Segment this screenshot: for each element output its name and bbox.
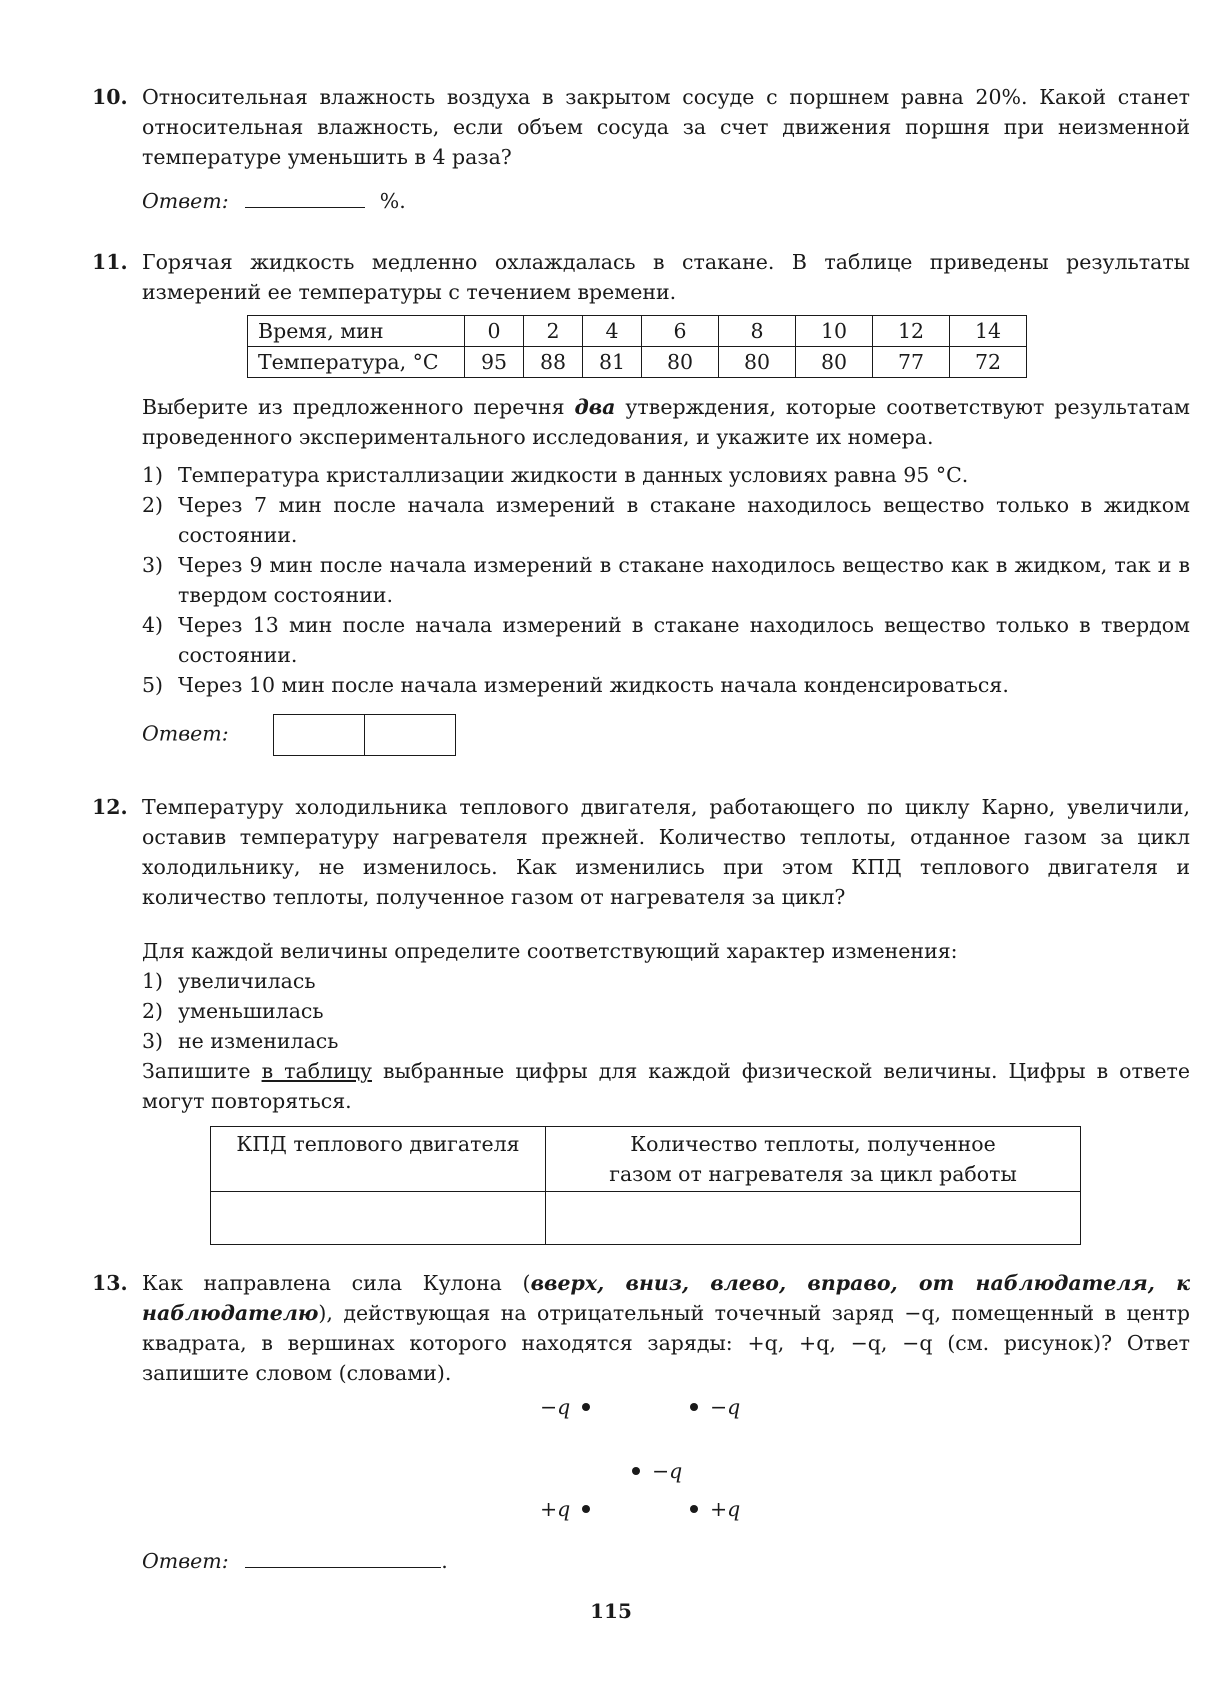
option-number: 4) [142, 613, 164, 637]
task-text: Температуру холодильника теплового двигателя, работающего по циклу Карно, увеличили, оставив температуру нагревателя прежней. Количество теплоты, отданное газом за цикл холодильнику, не изменилось. Как изменились при этом КПД теплового двигателя и количество теплоты, полученное газом от нагревателя за цикл? [142, 795, 1190, 909]
answer-row [142, 186, 1190, 216]
table-cell: 80 [719, 347, 796, 378]
answer-unit: %. [379, 189, 406, 213]
charge-bottom-right [690, 1494, 740, 1524]
page-number: 115 [590, 1599, 632, 1623]
task-number: 13. [92, 1271, 128, 1295]
answer-row [142, 714, 1190, 756]
task-12 [92, 792, 1190, 1245]
table-row [248, 347, 1027, 378]
task-text [142, 1268, 1190, 1388]
charge-label: +q [540, 1497, 571, 1521]
table-cell: 8 [719, 316, 796, 347]
list-item [142, 460, 1190, 490]
task-11 [92, 247, 1190, 756]
answer-label: Ответ: [142, 721, 229, 746]
list-item [142, 610, 1190, 670]
column-header-line: газом от нагревателя за цикл работы [609, 1162, 1017, 1186]
option-text: Через 9 мин после начала измерений в стакане находилось вещество как в жидком, так и в твердом состоянии. [178, 553, 1190, 607]
table-cell: 2 [524, 316, 583, 347]
option-text: Через 10 мин после начала измерений жидкость начала конденсироваться. [178, 673, 1009, 697]
option-text: Через 13 мин после начала измерений в стакане находилось вещество только в твердом состоянии. [178, 613, 1190, 667]
table-cell: 6 [642, 316, 719, 347]
task-10 [92, 82, 1190, 216]
table-cell: 0 [465, 316, 524, 347]
charge-label: +q [710, 1497, 741, 1521]
list-item [142, 1026, 1190, 1056]
row-label: Температура, °С [248, 347, 465, 378]
charge-dot [582, 1403, 590, 1411]
option-number: 5) [142, 673, 164, 697]
column-header [546, 1127, 1081, 1192]
table-cell: 80 [796, 347, 873, 378]
option-text: Температура кристаллизации жидкости в данных условиях равна 95 °С. [178, 463, 969, 487]
choice-number: 2) [142, 999, 164, 1023]
charge-dot [690, 1505, 698, 1513]
instruction-emphasis: два [574, 395, 616, 419]
answer-end: . [441, 1549, 448, 1573]
answer-label: Ответ: [142, 1549, 229, 1573]
choice-text: не изменилась [178, 1029, 339, 1053]
answer-blank[interactable] [245, 187, 365, 208]
task-instruction [142, 392, 1190, 452]
option-number: 3) [142, 553, 164, 577]
charge-dot [632, 1467, 640, 1475]
choice-number: 3) [142, 1029, 164, 1053]
charge-dot [582, 1505, 590, 1513]
charge-center [632, 1456, 682, 1486]
task-text-part: ), действующая на отрицательный точечный заряд −q, помещенный в центр квадрата, в вершинах которого находятся заряды: +q, +q, −q, −q (см. рисунок)? Ответ запишите словом (словами). [142, 1301, 1190, 1385]
table-cell: 4 [583, 316, 642, 347]
task-number: 12. [92, 795, 128, 819]
table-cell: 72 [950, 347, 1027, 378]
instruction-underlined: в таблицу [261, 1059, 372, 1083]
table-cell: 14 [950, 316, 1027, 347]
list-item [142, 966, 1190, 996]
task-text: Горячая жидкость медленно охлаждалась в стакане. В таблице приведены результаты измерений ее температуры с течением времени. [142, 250, 1190, 304]
list-item [142, 490, 1190, 550]
table-cell: 88 [524, 347, 583, 378]
write-instruction [142, 1056, 1190, 1116]
instruction-text: выбранные цифры для каждой физической величины. Цифры в ответе могут повторяться. [142, 1059, 1190, 1113]
choices-list [142, 966, 1190, 1056]
answer-box[interactable] [365, 714, 456, 756]
charge-top-left [540, 1392, 590, 1422]
charge-label: −q [540, 1395, 571, 1419]
option-number: 1) [142, 463, 164, 487]
answer-label: Ответ: [142, 189, 229, 213]
task-number: 10. [92, 85, 128, 109]
task-text-part: Как направлена сила Кулона ( [142, 1271, 531, 1295]
list-item [142, 996, 1190, 1026]
choice-number: 1) [142, 969, 164, 993]
instruction-text: Выберите из предложенного перечня [142, 395, 565, 419]
row-label: Время, мин [248, 316, 465, 347]
task-text-emphasis: вверх, вниз, влево, вправо, от наблюдателя, к наблюдателю [142, 1271, 1190, 1325]
charge-top-right [690, 1392, 740, 1422]
choice-text: увеличилась [178, 969, 316, 993]
instruction-text: утверждения, которые соответствуют результатам проведенного экспериментального исследования, и укажите их номера. [142, 395, 1190, 449]
table-cell: 77 [873, 347, 950, 378]
answer-table [210, 1126, 1081, 1245]
column-header: КПД теплового двигателя [211, 1127, 546, 1192]
table-row [211, 1192, 1081, 1245]
answer-cell[interactable] [546, 1192, 1081, 1245]
answer-boxes [273, 714, 456, 756]
options-list [142, 460, 1190, 700]
charge-label: −q [652, 1459, 683, 1483]
table-row [211, 1127, 1081, 1192]
column-header-line: Количество теплоты, полученное [630, 1132, 996, 1156]
table-cell: 81 [583, 347, 642, 378]
answer-blank[interactable] [245, 1547, 441, 1568]
answer-row [142, 1546, 448, 1576]
measurement-table [247, 315, 1027, 378]
table-row [248, 316, 1027, 347]
option-text: Через 7 мин после начала измерений в стакане находилось вещество только в жидком состоянии. [178, 493, 1190, 547]
instruction-text: Запишите [142, 1059, 251, 1083]
table-cell: 80 [642, 347, 719, 378]
task-13 [92, 1268, 1190, 1388]
option-number: 2) [142, 493, 164, 517]
charge-label: −q [710, 1395, 741, 1419]
task-number: 11. [92, 250, 128, 274]
list-item [142, 550, 1190, 610]
charge-dot [690, 1403, 698, 1411]
answer-cell[interactable] [211, 1192, 546, 1245]
task-instruction: Для каждой величины определите соответствующий характер изменения: [142, 939, 958, 963]
choice-text: уменьшилась [178, 999, 324, 1023]
table-cell: 10 [796, 316, 873, 347]
answer-box[interactable] [273, 714, 365, 756]
charges-figure [520, 1392, 780, 1532]
list-item [142, 670, 1190, 700]
task-text: Относительная влажность воздуха в закрытом сосуде с поршнем равна 20%. Какой станет относительная влажность, если объем сосуда за счет движения поршня при неизменной температуре уменьшить в 4 раза? [142, 85, 1190, 169]
table-cell: 95 [465, 347, 524, 378]
charge-bottom-left [540, 1494, 590, 1524]
table-cell: 12 [873, 316, 950, 347]
